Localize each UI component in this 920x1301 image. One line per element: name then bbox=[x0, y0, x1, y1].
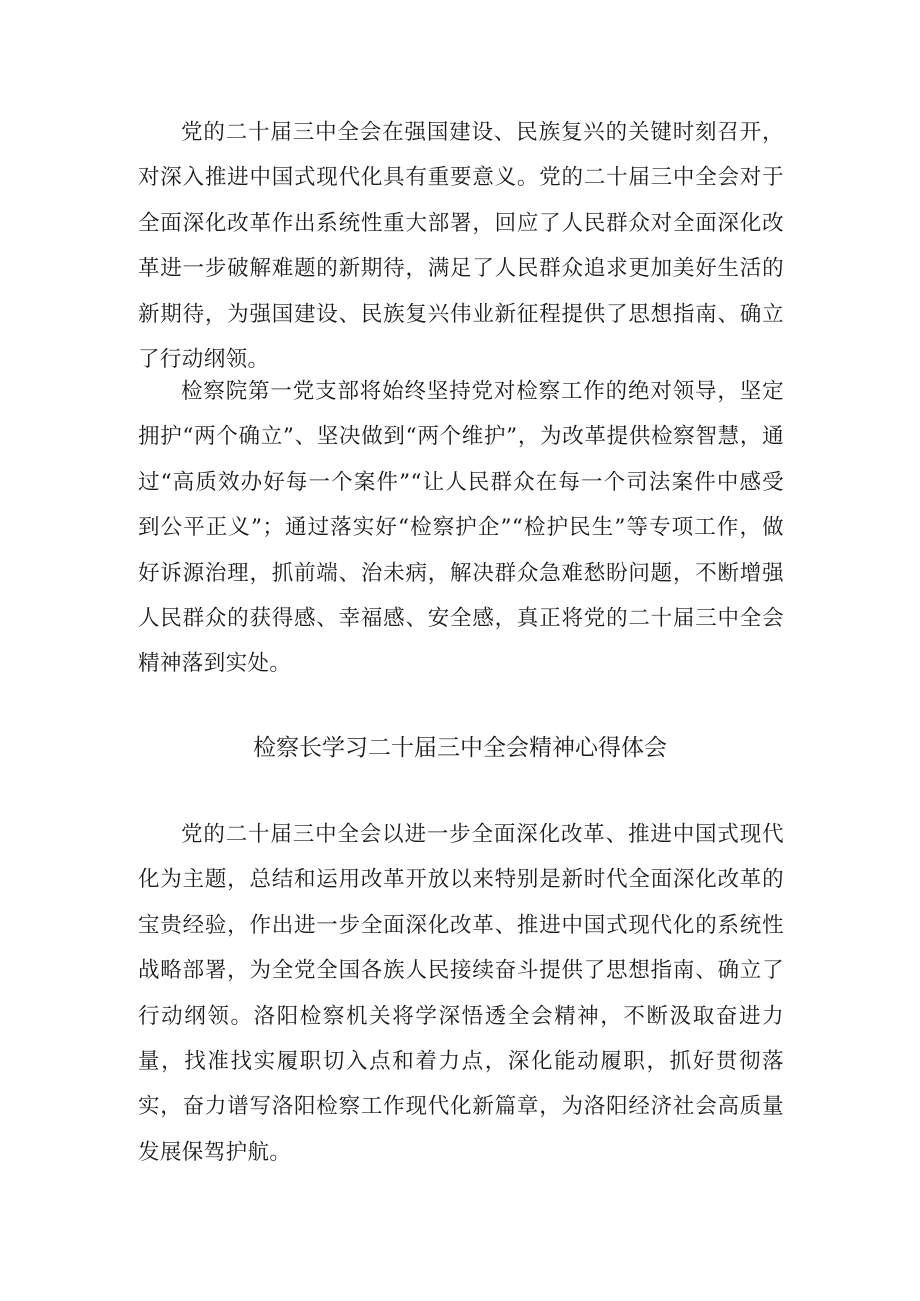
body-paragraph-2: 检察院第一党支部将始终坚持党对检察工作的绝对领导，坚定拥护“两个确立”、坚决做到“两个维护”，为改革提供检察智慧，通过“高质效办好每一个案件”“让人民群众在每一个司法案件中感受到公平正义”；通过落实好“检察护企”“检护民生”等专项工作，做好诉源治理，抓前端、治未病，解决群众急难愁盼问题，不断增强人民群众的获得感、幸福感、安全感，真正将党的二十届三中全会精神落到实处。 bbox=[138, 379, 784, 677]
section-paragraph-1: 党的二十届三中全会以进一步全面深化改革、推进中国式现代化为主题，总结和运用改革开放以来特别是新时代全面深化改革的宝贵经验，作出进一步全面深化改革、推进中国式现代化的系统性战略部署，为全党全国各族人民接续奋斗提供了思想指南、确立了行动纲领。洛阳检察机关将学深悟透全会精神，不断汲取奋进力量，找准找实履职切入点和着力点，深化能动履职，抓好贯彻落实，奋力谱写洛阳检察工作现代化新篇章，为洛阳经济社会高质量发展保驾护航。 bbox=[138, 822, 784, 1165]
body-paragraph-1: 党的二十届三中全会在强国建设、民族复兴的关键时刻召开，对深入推进中国式现代化具有重要意义。党的二十届三中全会对于全面深化改革作出系统性重大部署，回应了人民群众对全面深化改革进一步破解难题的新期待，满足了人民群众追求更加美好生活的新期待，为强国建设、民族复兴伟业新征程提供了思想指南、确立了行动纲领。 bbox=[138, 120, 784, 373]
section-title: 检察长学习二十届三中全会精神心得体会 bbox=[253, 735, 667, 761]
